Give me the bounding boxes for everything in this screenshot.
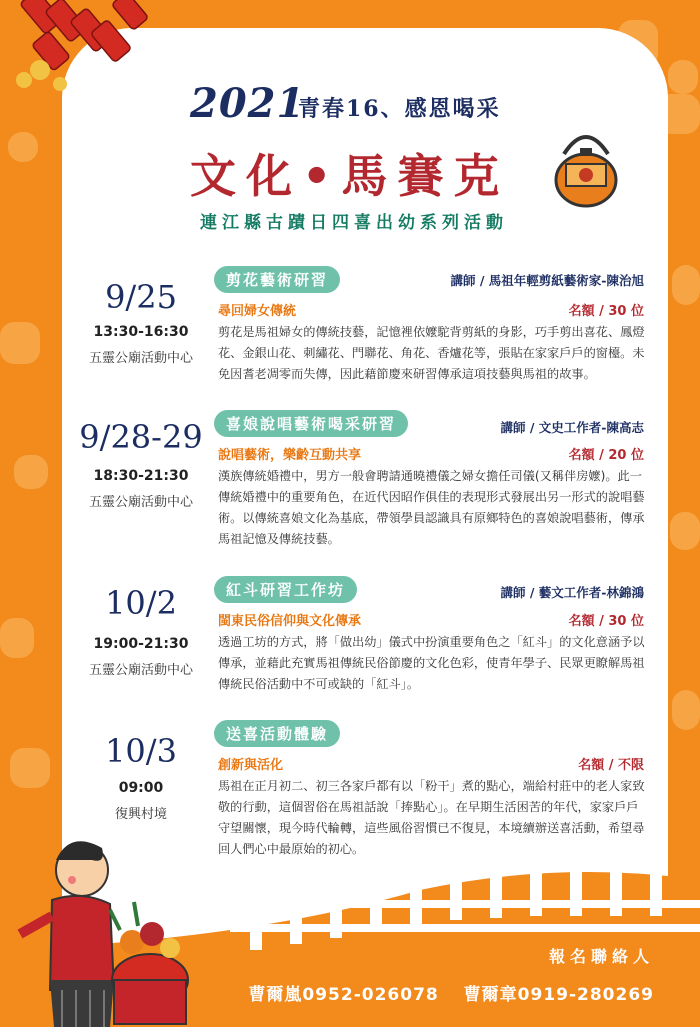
event-description: 馬祖在正月初二、初三各家戶都有以「粉干」煮的點心，端給村莊中的老人家致敬的行動，這個習俗在馬祖話說「捧點心」。在早期生活困苦的年代，家家戶戶守望關懷，現今時代輪轉，這些風俗習慣已不復見，本境續辦送喜活動，希望尋回人們心中最原始的初心。 [218, 779, 645, 856]
event-date: 10/3 [105, 732, 177, 770]
event-quota: 名額 / 30 位 [568, 614, 644, 629]
bg-square [672, 265, 700, 305]
contact-line [230, 980, 654, 1005]
event-venue: 五靈公廟活動中心 [88, 663, 193, 678]
bg-square [8, 132, 38, 162]
event-description: 漢族傳統婚禮中，男方一般會聘請通曉禮儀之婦女擔任司儀(又稱伴房嬤)。此一傳統婚禮中的重要角色，在近代因昭作俱佳的表現形式發展出另一形式的說唱藝術。以傳統喜娘文化為基底，帶領學員認識具有原鄉特色的喜娘說唱藝術，傳承馬祖記憶及傳統技藝。 [218, 469, 645, 546]
event-venue: 五靈公廟活動中心 [88, 495, 193, 510]
event-subtitle: 尋回婦女傳統 [218, 304, 297, 319]
bg-square [668, 60, 698, 94]
event-title: 紅斗研習工作坊 [214, 576, 357, 603]
event-time: 18:30-21:30 [93, 468, 189, 484]
event-quota: 名額 / 20 位 [568, 448, 644, 463]
event-description: 剪花是馬祖婦女的傳統技藝，記憶裡依嬤駝背剪紙的身影，巧手剪出喜花、鳳燈花、金銀山花、刺繡花、門聯花、角花、香爐花等，張貼在家家戶戶的窗檯。未免因耆老凋零而失傳，因此藉節慶來研習傳承這項技藝與馬祖的故事。 [218, 325, 645, 381]
title-subtitle: 青春16、感恩喝采 [298, 96, 501, 122]
event-date: 9/28-29 [79, 418, 203, 456]
event-description: 透過工坊的方式，將「做出幼」儀式中扮演重要角色之「紅斗」的文化意涵予以傳承，並藉此充實馬祖傳統民俗節慶的文化色彩，使青年學子、民眾更瞭解馬祖傳統民俗活動中不可或缺的「紅斗」。 [218, 635, 645, 691]
event-date: 10/2 [105, 584, 177, 622]
event-venue: 復興村境 [114, 807, 167, 822]
event-date: 9/25 [105, 278, 177, 316]
person-illustration [10, 830, 200, 1027]
contact-person-1: 曹爾嵐0952-026078 [248, 985, 439, 1005]
event-subtitle: 創新與活化 [218, 758, 284, 773]
event-lecturer: 講師 / 馬祖年輕剪紙藝術家-陳治旭 [450, 273, 644, 288]
bg-square [0, 322, 40, 364]
event-venue: 五靈公廟活動中心 [88, 351, 193, 366]
contact-person-2: 曹爾章0919-280269 [463, 985, 654, 1005]
bg-square [0, 618, 34, 658]
event-quota: 名額 / 不限 [578, 758, 644, 773]
event-subtitle: 閩東民俗信仰與文化傳承 [218, 614, 362, 629]
event-time: 13:30-16:30 [93, 324, 189, 340]
bg-square [672, 690, 700, 730]
event-lecturer: 講師 / 文史工作者-陳高志 [500, 420, 644, 435]
event-lecturer: 講師 / 藝文工作者-林錦鴻 [500, 585, 644, 600]
event-title: 喜娘說唱藝術喝采研習 [214, 410, 408, 437]
contact-label: 報名聯絡人 [548, 947, 654, 966]
event-time: 09:00 [118, 780, 164, 796]
event-time: 19:00-21:30 [93, 636, 189, 652]
title-year: 2021 [190, 80, 306, 127]
organizer-line: 連江縣古蹟日四喜出幼系列活動 [200, 213, 508, 233]
firecracker-icon [0, 0, 150, 100]
page-title: 文化•馬賽克 [190, 149, 510, 203]
event-title: 送喜活動體驗 [214, 720, 340, 747]
event-title: 剪花藝術研習 [214, 266, 340, 293]
event-quota: 名額 / 30 位 [568, 304, 644, 319]
teapot-icon [546, 124, 626, 214]
bg-square [670, 512, 700, 550]
event-subtitle: 說唱藝術，樂齡互動共享 [218, 448, 362, 463]
